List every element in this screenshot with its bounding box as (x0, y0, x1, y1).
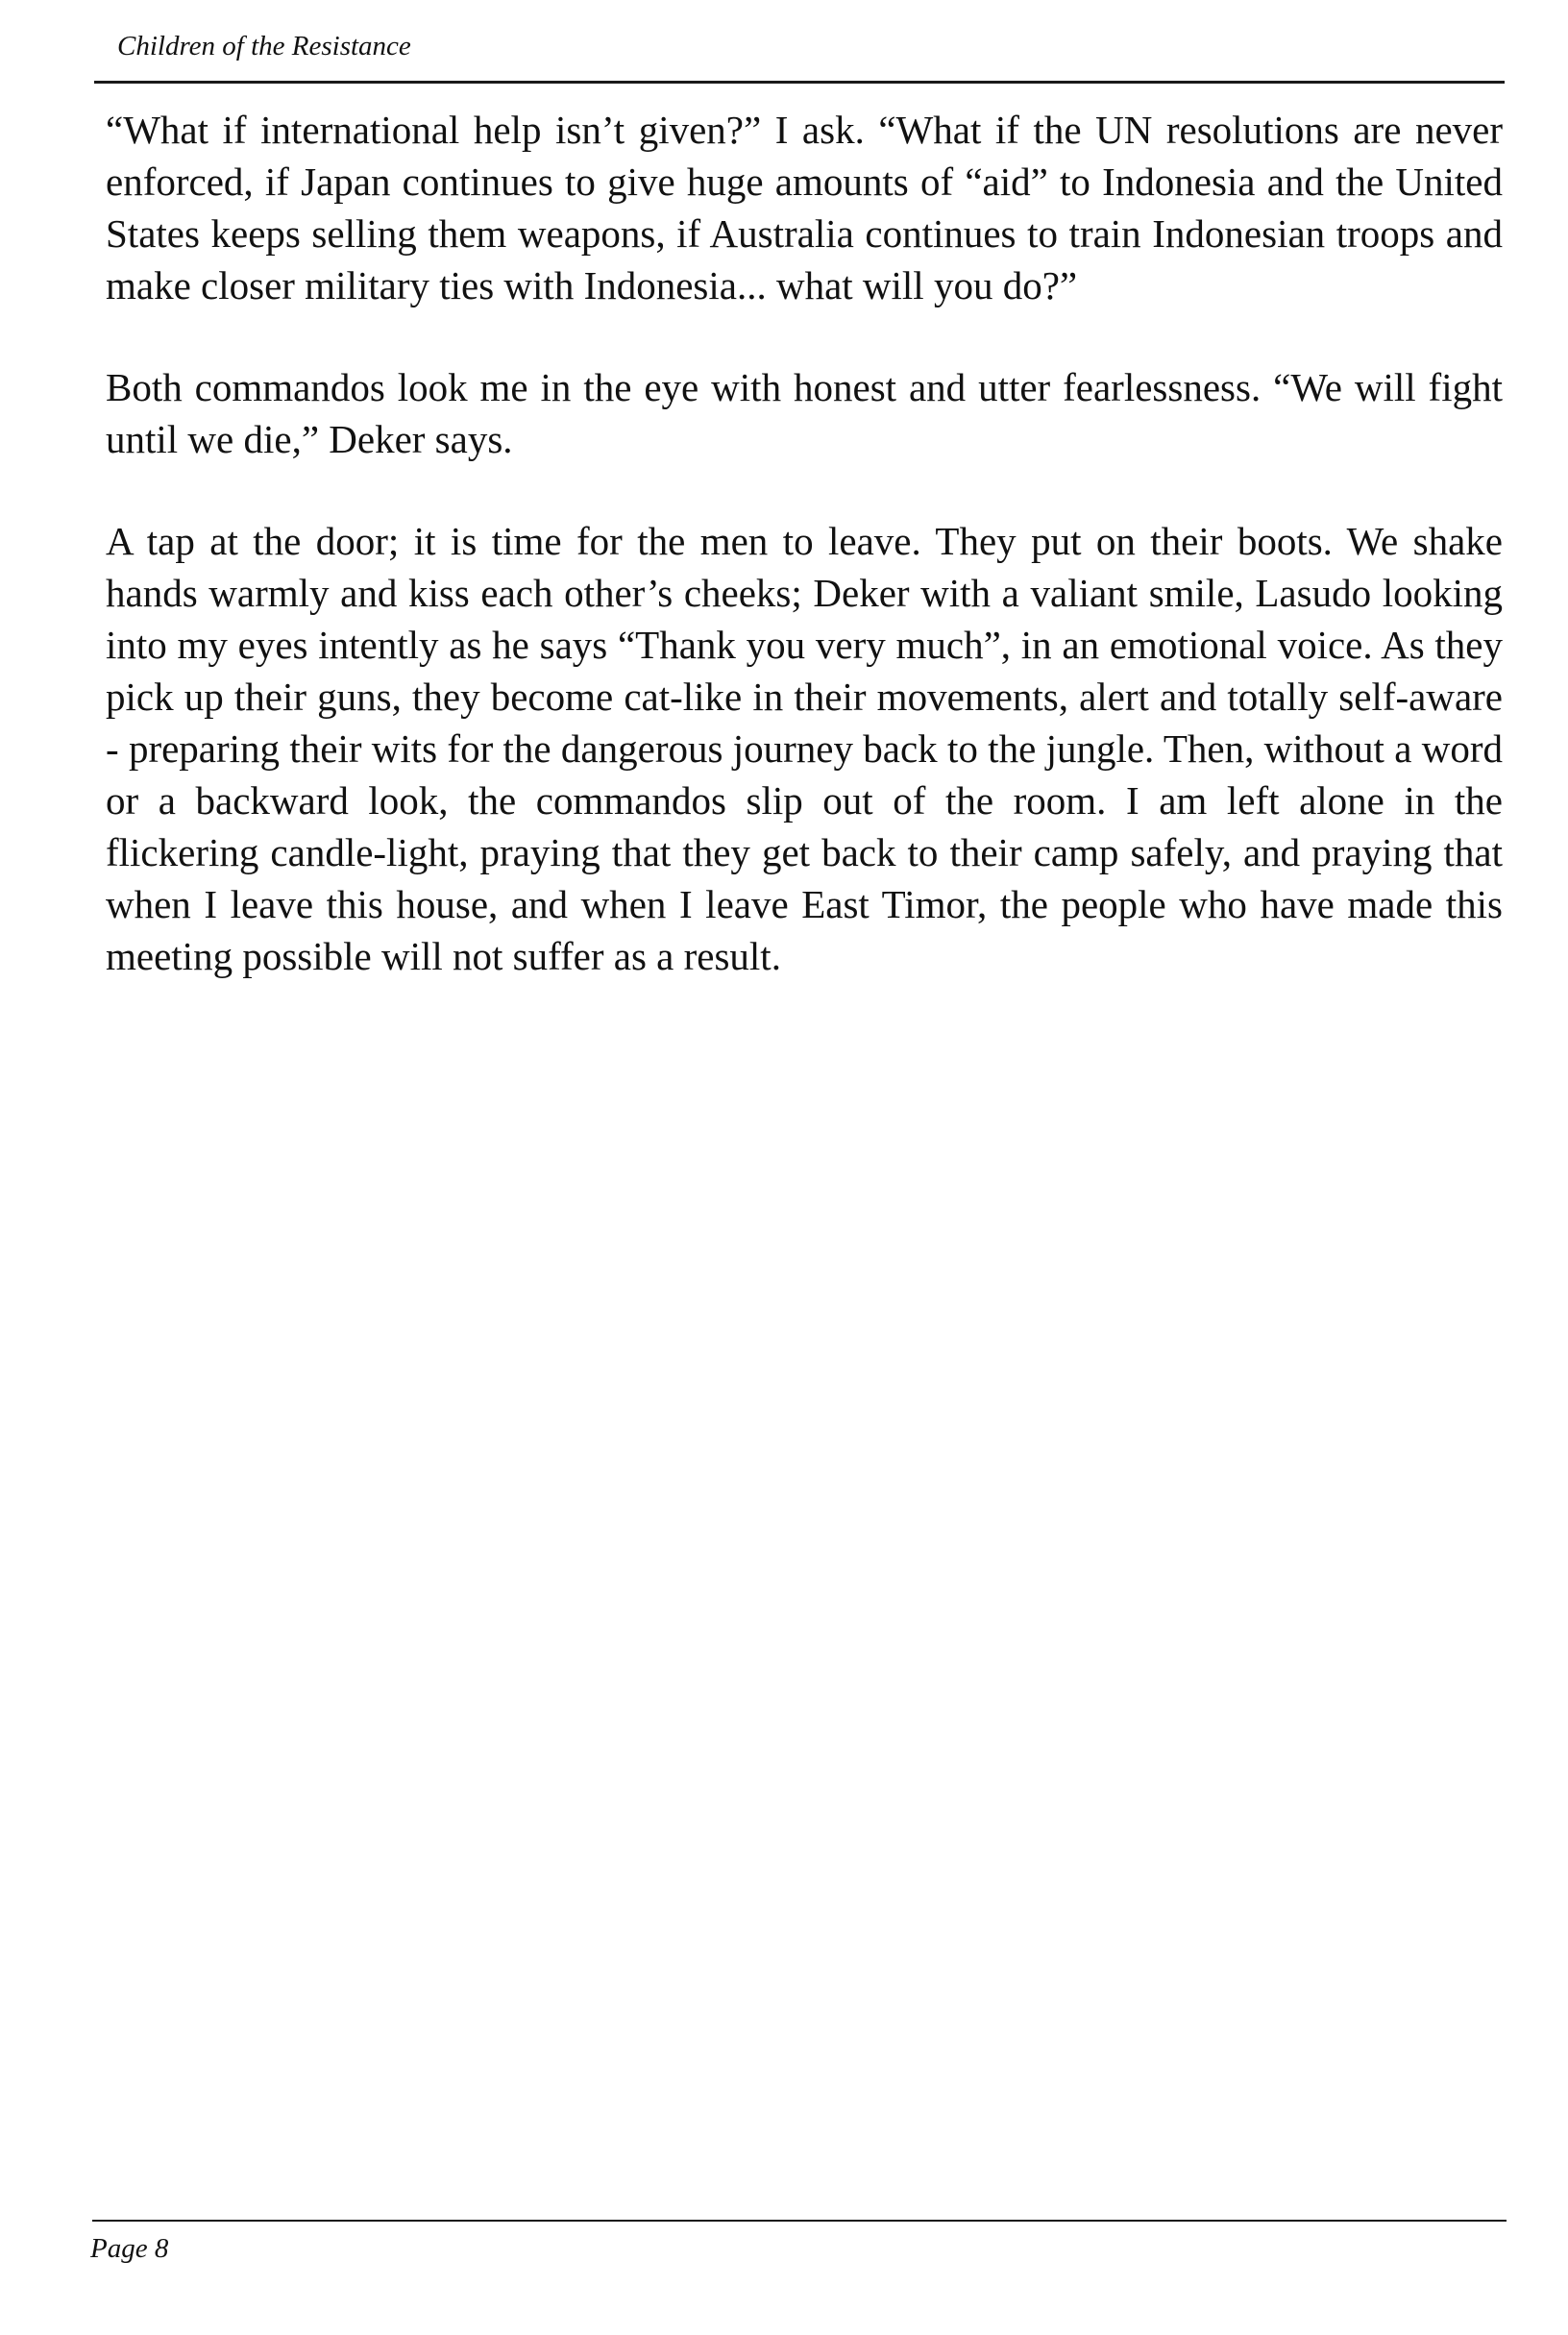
header-rule (94, 81, 1505, 84)
paragraph-3: A tap at the door; it is time for the men to leave. They put on their boots. We shake hands warmly and kiss each other’s cheeks; Deker with a valiant smile, Lasudo looking into my eyes intently as he says “Thank you very much”, in an emotional voice. As they pick up their guns, they become cat-like in their movements, alert and totally self-aware - preparing their wits for the dangerous journey back to the jungle. Then, without a word or a backward look, the commandos slip out of the room. I am left alone in the flickering candle-light, praying that they get back to their camp safely, and praying that when I leave this house, and when I leave East Timor, the people who have made this meeting possible will not suffer as a result. (106, 519, 1503, 978)
footer-rule (92, 2220, 1507, 2222)
paragraph-2: Both commandos look me in the eye with honest and utter fearlessness. “We will fight until we die,” Deker says. (106, 365, 1503, 461)
running-header-title: Children of the Resistance (117, 31, 411, 61)
body-text (106, 104, 1503, 1032)
page-number: Page 8 (90, 2233, 169, 2264)
paragraph-1: “What if international help isn’t given?” I ask. “What if the UN resolutions are never enforced, if Japan continues to give huge amounts of “aid” to Indonesia and the United States keeps selling them weapons, if Australia continues to train Indonesian troops and make closer military ties with Indonesia... what will you do?” (106, 108, 1503, 307)
